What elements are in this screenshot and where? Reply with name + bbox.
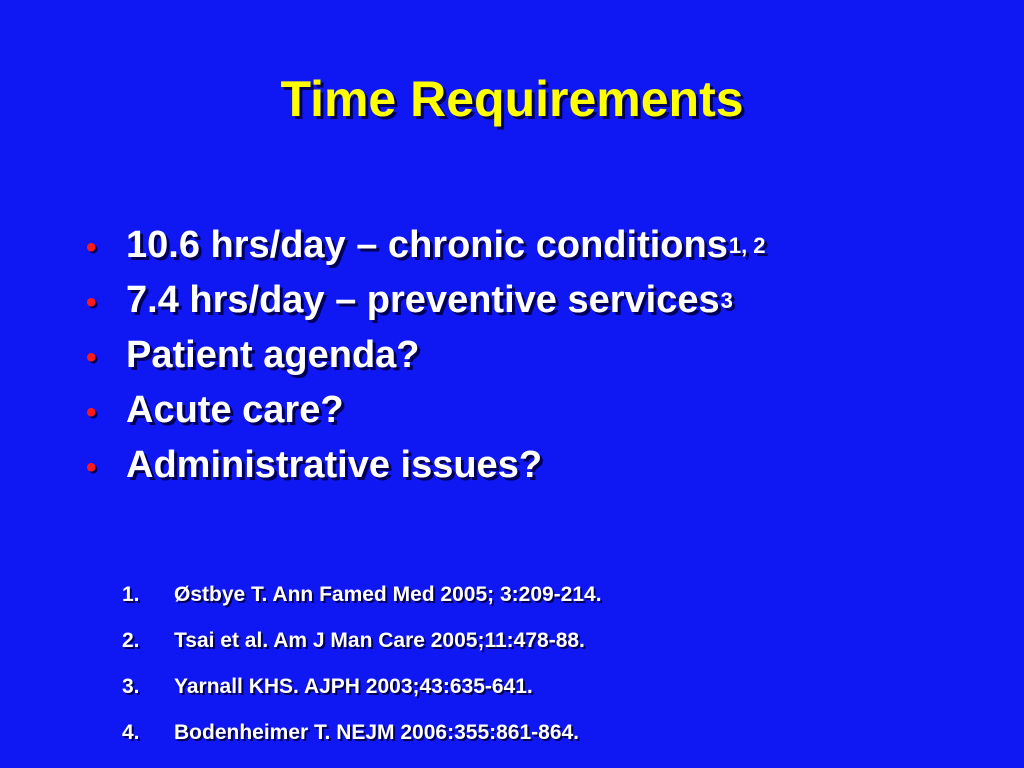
reference-text: Østbye T. Ann Famed Med 2005; 3:209-214.	[174, 583, 602, 606]
bullet-item	[86, 438, 766, 493]
reference-number: 4.	[122, 721, 140, 744]
bullet-marker: •	[86, 451, 97, 484]
bullet-item: • 7.4 hrs/day – preventive services $^3$	[86, 273, 766, 328]
bullet-marker: •	[86, 286, 97, 319]
bullet-item	[86, 328, 766, 383]
reference-item	[122, 710, 602, 756]
bullet-item	[86, 383, 766, 438]
bullet-text: Patient agenda?	[126, 334, 420, 376]
bullet-list	[86, 218, 766, 493]
reference-item	[122, 572, 602, 618]
reference-number: 3.	[122, 675, 140, 698]
reference-item	[122, 664, 602, 710]
bullet-marker: •	[86, 396, 97, 429]
reference-text: Yarnall KHS. AJPH 2003;43:635-641.	[174, 675, 533, 698]
bullet-item: • 10.6 hrs/day – chronic conditions $^{1, 2}$	[86, 218, 766, 273]
bullet-marker: •	[86, 341, 97, 374]
reference-number: 1.	[122, 583, 140, 606]
bullet-text: 7.4 hrs/day – preventive services	[126, 279, 720, 321]
bullet-marker: •	[86, 231, 97, 264]
reference-text: Bodenheimer T. NEJM 2006:355:861-864.	[174, 721, 580, 744]
bullet-text: 10.6 hrs/day – chronic conditions	[126, 224, 728, 266]
bullet-text: Acute care?	[126, 389, 344, 431]
reference-text: Tsai et al. Am J Man Care 2005;11:478-88.	[174, 629, 585, 652]
reference-list	[122, 572, 602, 756]
reference-number: 2.	[122, 629, 140, 652]
bullet-text: Administrative issues?	[126, 444, 543, 486]
reference-item	[122, 618, 602, 664]
slide-title: Time Requirements	[280, 71, 744, 127]
